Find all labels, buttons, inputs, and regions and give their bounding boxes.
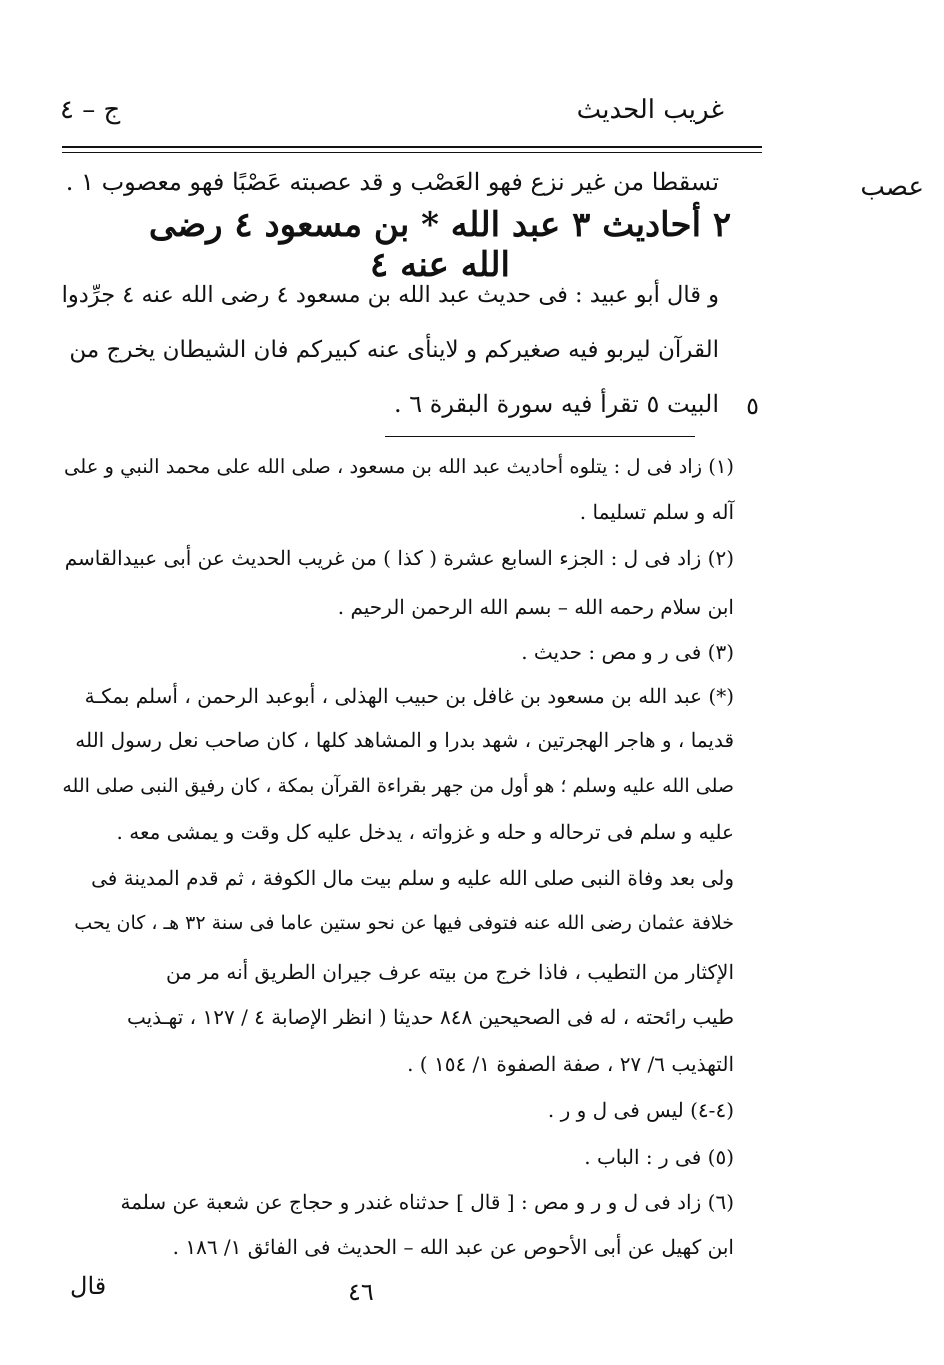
header-rule-thin: [62, 152, 762, 153]
margin-line-number: ٥: [746, 392, 759, 420]
body-line: القرآن ليربو فيه صغيركم و لاينأى عنه كبيركم فان الشيطان يخرج من: [69, 337, 719, 363]
footnote-line: قديما ، و هاجر الهجرتين ، شهد بدرا و المشاهد كلها ، كان صاحب نعل رسول الله: [75, 728, 734, 752]
footnote-line: (*) عبد الله بن مسعود بن غافل بن حبيب الهذلى ، أبوعبد الرحمن ، أسلم بمكـة: [84, 684, 734, 708]
footnote-line: (٦) زاد فى ل و ر و مص : [ قال ] حدثناه غندر و حجاج عن شعبة عن سلمة: [120, 1190, 734, 1214]
page-number: ٤٦: [348, 1278, 374, 1306]
catchword: قال: [70, 1272, 107, 1300]
footnote-line: عليه و سلم فى ترحاله و حله و غزواته ، يدخل عليه كل وقت و يمشى معه .: [116, 820, 734, 844]
footnote-line: التهذيب ٦/ ٢٧ ، صفة الصفوة ١/ ١٥٤ ) .: [407, 1052, 734, 1076]
footnote-line: خلافة عثمان رضى الله عنه فتوفى فيها عن نحو ستين عاما فى سنة ٣٢ هـ ، كان يحب: [74, 912, 734, 934]
footnote-line: (٤-٤) ليس فى ل و ر .: [547, 1098, 734, 1122]
section-heading: ٢ أحاديث ٣ عبد الله * بن مسعود ٤ رضى الله عنه ٤: [148, 205, 732, 285]
margin-keyword: عصب: [860, 172, 924, 202]
footnote-line: الإكثار من التطيب ، فاذا خرج من بيته عرف جيران الطريق أنه مر من: [165, 960, 734, 984]
running-header-title: غريب الحديث: [576, 95, 724, 125]
footnote-line: (٣) فى ر و مص : حديث .: [521, 640, 734, 664]
footnote-line: ابن سلام رحمه الله – بسم الله الرحمن الرحيم .: [337, 595, 734, 619]
body-line: البيت ٥ تقرأ فيه سورة البقرة ٦ .: [393, 390, 719, 418]
footnote-line: ابن كهيل عن أبى الأحوص عن عبد الله – الحديث فى الفائق ١/ ١٨٦ .: [172, 1235, 734, 1259]
footnote-line: آله و سلم تسليما .: [579, 500, 734, 524]
footnote-line: (٢) زاد فى ل : الجزء السابع عشرة ( كذا ) من غريب الحديث عن أبى عبيدالقاسم: [64, 546, 734, 570]
footnote-line: (١) زاد فى ل : يتلوه أحاديث عبد الله بن مسعود ، صلى الله على محمد النبي و على: [64, 455, 734, 478]
footnote-line: (٥) فى ر : الباب .: [584, 1145, 734, 1169]
body-line: و قال أبو عبيد : فى حديث عبد الله بن مسعود ٤ رضى الله عنه ٤ جرِّدوا: [61, 282, 719, 308]
footnote-line: ولى بعد وفاة النبى صلى الله عليه و سلم بيت مال الكوفة ، ثم قدم المدينة فى: [91, 866, 734, 890]
footnote-separator: [385, 436, 695, 437]
running-header-volume: ج – ٤: [60, 95, 121, 125]
footnote-line: صلى الله عليه وسلم ؛ هو أول من جهر بقراءة القرآن بمكة ، كان رفيق النبى صلى الله: [62, 775, 734, 797]
header-rule: [62, 146, 762, 148]
body-line: تسقطا من غير نزع فهو العَصْب و قد عصبته عَصْبًا فهو معصوب ١ .: [65, 168, 719, 196]
footnote-line: طيب رائحته ، له فى الصحيحين ٨٤٨ حديثا ( انظر الإصابة ٤ / ١٢٧ ، تهـذيب: [126, 1005, 734, 1029]
